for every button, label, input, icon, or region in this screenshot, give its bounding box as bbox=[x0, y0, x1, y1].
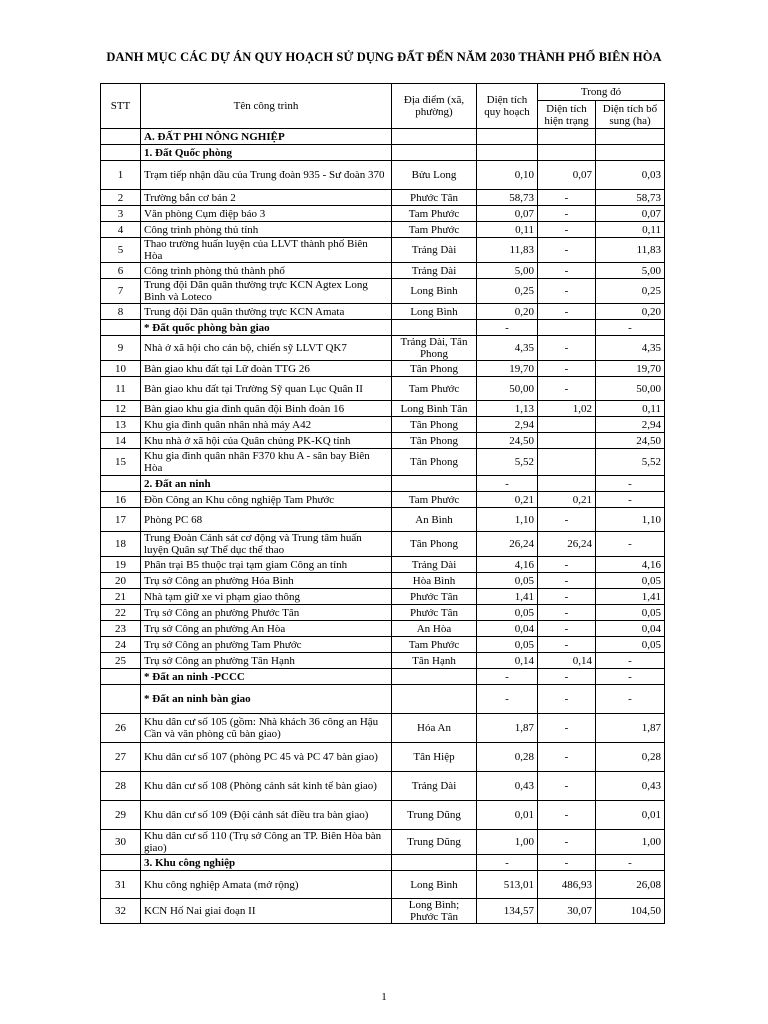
row-name: * Đất quốc phòng bàn giao bbox=[141, 320, 392, 336]
row-planned-area: 0,07 bbox=[477, 206, 538, 222]
row-location bbox=[392, 129, 477, 145]
row-additional-area: - bbox=[596, 669, 665, 685]
row-stt: 27 bbox=[101, 743, 141, 772]
row-name: Khu nhà ở xã hội của Quân chủng PK-KQ tỉnh bbox=[141, 433, 392, 449]
table-row bbox=[101, 377, 665, 401]
row-current-area bbox=[538, 320, 596, 336]
row-current-area: - bbox=[538, 557, 596, 573]
section-row bbox=[101, 129, 665, 145]
row-location bbox=[392, 476, 477, 492]
row-stt: 32 bbox=[101, 899, 141, 924]
row-stt: 24 bbox=[101, 637, 141, 653]
row-location: Tân Phong bbox=[392, 417, 477, 433]
row-location: An Bình bbox=[392, 508, 477, 532]
row-additional-area: 1,00 bbox=[596, 830, 665, 855]
row-location bbox=[392, 320, 477, 336]
row-additional-area: 0,07 bbox=[596, 206, 665, 222]
row-location: Phước Tân bbox=[392, 190, 477, 206]
row-location: Tam Phước bbox=[392, 206, 477, 222]
row-location: An Hòa bbox=[392, 621, 477, 637]
row-planned-area: 26,24 bbox=[477, 532, 538, 557]
row-location: Tân Phong bbox=[392, 433, 477, 449]
table-row bbox=[101, 772, 665, 801]
row-stt: 15 bbox=[101, 449, 141, 476]
row-location: Long Bình bbox=[392, 279, 477, 304]
table-row bbox=[101, 899, 665, 924]
row-location: Tam Phước bbox=[392, 377, 477, 401]
row-current-area: - bbox=[538, 714, 596, 743]
header-location: Địa điểm (xã, phường) bbox=[392, 84, 477, 129]
table-row bbox=[101, 401, 665, 417]
row-additional-area: 0,01 bbox=[596, 801, 665, 830]
row-planned-area: 0,10 bbox=[477, 161, 538, 190]
row-stt: 29 bbox=[101, 801, 141, 830]
row-planned-area: - bbox=[477, 320, 538, 336]
section-row bbox=[101, 320, 665, 336]
row-additional-area: 4,16 bbox=[596, 557, 665, 573]
row-name: 1. Đất Quốc phòng bbox=[141, 145, 392, 161]
row-location: Tam Phước bbox=[392, 492, 477, 508]
row-current-area: - bbox=[538, 830, 596, 855]
row-current-area: - bbox=[538, 855, 596, 871]
row-additional-area: 0,05 bbox=[596, 605, 665, 621]
row-planned-area: 1,10 bbox=[477, 508, 538, 532]
row-current-area: - bbox=[538, 361, 596, 377]
row-stt bbox=[101, 855, 141, 871]
row-name: Khu công nghiệp Amata (mở rộng) bbox=[141, 871, 392, 899]
row-name: Thao trường huấn luyện của LLVT thành phố Biên Hòa bbox=[141, 238, 392, 263]
row-name: Bàn giao khu đất tại Lữ đoàn TTG 26 bbox=[141, 361, 392, 377]
row-location: Trảng Dài bbox=[392, 772, 477, 801]
row-planned-area: 50,00 bbox=[477, 377, 538, 401]
row-current-area: 0,21 bbox=[538, 492, 596, 508]
row-location: Long Bình Tân bbox=[392, 401, 477, 417]
row-current-area: - bbox=[538, 637, 596, 653]
row-name: Trạm tiếp nhận dầu của Trung đoàn 935 - Sư đoàn 370 bbox=[141, 161, 392, 190]
row-additional-area bbox=[596, 129, 665, 145]
row-additional-area: 5,00 bbox=[596, 263, 665, 279]
row-additional-area: 11,83 bbox=[596, 238, 665, 263]
row-additional-area: 0,05 bbox=[596, 573, 665, 589]
row-stt: 17 bbox=[101, 508, 141, 532]
row-stt bbox=[101, 320, 141, 336]
table-row bbox=[101, 573, 665, 589]
table-row bbox=[101, 714, 665, 743]
row-additional-area: 0,11 bbox=[596, 222, 665, 238]
row-current-area: 0,14 bbox=[538, 653, 596, 669]
row-stt: 6 bbox=[101, 263, 141, 279]
section-row bbox=[101, 476, 665, 492]
table-row bbox=[101, 492, 665, 508]
row-stt: 2 bbox=[101, 190, 141, 206]
row-stt: 14 bbox=[101, 433, 141, 449]
table-row bbox=[101, 361, 665, 377]
table-row bbox=[101, 532, 665, 557]
row-current-area bbox=[538, 433, 596, 449]
row-stt: 5 bbox=[101, 238, 141, 263]
row-stt bbox=[101, 129, 141, 145]
row-planned-area: 1,13 bbox=[477, 401, 538, 417]
row-stt: 31 bbox=[101, 871, 141, 899]
row-name: Trụ sở Công an phường Tam Phước bbox=[141, 637, 392, 653]
row-name: Khu dân cư số 110 (Trụ sở Công an TP. Biên Hòa bàn giao) bbox=[141, 830, 392, 855]
row-planned-area: 134,57 bbox=[477, 899, 538, 924]
table-row bbox=[101, 871, 665, 899]
row-additional-area: 0,05 bbox=[596, 637, 665, 653]
row-location: Phước Tân bbox=[392, 589, 477, 605]
row-stt: 8 bbox=[101, 304, 141, 320]
row-location: Trảng Dài bbox=[392, 238, 477, 263]
row-stt: 26 bbox=[101, 714, 141, 743]
row-name: KCN Hố Nai giai đoạn II bbox=[141, 899, 392, 924]
section-row bbox=[101, 145, 665, 161]
row-current-area: - bbox=[538, 772, 596, 801]
row-location: Hóa An bbox=[392, 714, 477, 743]
row-location: Tân Hạnh bbox=[392, 653, 477, 669]
row-additional-area: 0,03 bbox=[596, 161, 665, 190]
row-current-area: - bbox=[538, 801, 596, 830]
row-planned-area: 19,70 bbox=[477, 361, 538, 377]
row-stt: 20 bbox=[101, 573, 141, 589]
row-current-area: - bbox=[538, 669, 596, 685]
row-current-area: - bbox=[538, 685, 596, 714]
header-stt: STT bbox=[101, 84, 141, 129]
row-location: Trung Dũng bbox=[392, 830, 477, 855]
row-additional-area: 1,87 bbox=[596, 714, 665, 743]
row-location: Long Bình; Phước Tân bbox=[392, 899, 477, 924]
row-stt: 12 bbox=[101, 401, 141, 417]
row-planned-area bbox=[477, 145, 538, 161]
row-additional-area: 26,08 bbox=[596, 871, 665, 899]
row-additional-area: - bbox=[596, 685, 665, 714]
table-row bbox=[101, 279, 665, 304]
header-current-area: Diện tích hiện trạng bbox=[538, 101, 596, 129]
row-name: Nhà ở xã hội cho cán bộ, chiến sỹ LLVT QK7 bbox=[141, 336, 392, 361]
row-additional-area: 24,50 bbox=[596, 433, 665, 449]
table-row bbox=[101, 263, 665, 279]
row-additional-area: 0,28 bbox=[596, 743, 665, 772]
row-additional-area: - bbox=[596, 320, 665, 336]
row-additional-area: - bbox=[596, 492, 665, 508]
row-stt: 4 bbox=[101, 222, 141, 238]
section-row bbox=[101, 685, 665, 714]
header-of-which: Trong đó bbox=[538, 84, 665, 101]
table-row bbox=[101, 589, 665, 605]
row-current-area: - bbox=[538, 279, 596, 304]
row-name: Đồn Công an Khu công nghiệp Tam Phước bbox=[141, 492, 392, 508]
row-name: Trung đội Dân quân thường trực KCN Amata bbox=[141, 304, 392, 320]
row-current-area bbox=[538, 129, 596, 145]
row-planned-area: 5,52 bbox=[477, 449, 538, 476]
table-row bbox=[101, 508, 665, 532]
table-row bbox=[101, 222, 665, 238]
row-location: Long Bình bbox=[392, 871, 477, 899]
row-location: Hòa Bình bbox=[392, 573, 477, 589]
table-row bbox=[101, 801, 665, 830]
row-name: * Đất an ninh -PCCC bbox=[141, 669, 392, 685]
row-planned-area: 11,83 bbox=[477, 238, 538, 263]
row-current-area bbox=[538, 449, 596, 476]
row-name: Trụ sở Công an phường Hóa Bình bbox=[141, 573, 392, 589]
row-additional-area: 0,43 bbox=[596, 772, 665, 801]
row-planned-area: 0,05 bbox=[477, 605, 538, 621]
row-name: 3. Khu công nghiệp bbox=[141, 855, 392, 871]
table-row bbox=[101, 743, 665, 772]
row-stt bbox=[101, 476, 141, 492]
row-name: Trường bắn cơ bản 2 bbox=[141, 190, 392, 206]
row-location: Trảng Dài, Tân Phong bbox=[392, 336, 477, 361]
row-planned-area: 5,00 bbox=[477, 263, 538, 279]
row-stt: 18 bbox=[101, 532, 141, 557]
row-planned-area: 0,21 bbox=[477, 492, 538, 508]
row-additional-area: 50,00 bbox=[596, 377, 665, 401]
row-stt: 21 bbox=[101, 589, 141, 605]
row-additional-area: 5,52 bbox=[596, 449, 665, 476]
table-row bbox=[101, 304, 665, 320]
row-name: Trụ sở Công an phường Phước Tân bbox=[141, 605, 392, 621]
header-planned-area: Diện tích quy hoạch bbox=[477, 84, 538, 129]
row-current-area: - bbox=[538, 377, 596, 401]
row-location bbox=[392, 685, 477, 714]
row-location: Tân Phong bbox=[392, 361, 477, 377]
row-location: Trung Dũng bbox=[392, 801, 477, 830]
land-use-projects-table bbox=[100, 83, 665, 924]
row-planned-area: - bbox=[477, 685, 538, 714]
row-current-area: - bbox=[538, 743, 596, 772]
row-current-area: - bbox=[538, 222, 596, 238]
row-stt: 11 bbox=[101, 377, 141, 401]
row-current-area: - bbox=[538, 621, 596, 637]
row-stt: 10 bbox=[101, 361, 141, 377]
row-planned-area: 1,87 bbox=[477, 714, 538, 743]
row-current-area: - bbox=[538, 304, 596, 320]
row-location: Long Bình bbox=[392, 304, 477, 320]
row-current-area: - bbox=[538, 336, 596, 361]
row-stt: 25 bbox=[101, 653, 141, 669]
row-stt bbox=[101, 145, 141, 161]
row-name: A. ĐẤT PHI NÔNG NGHIỆP bbox=[141, 129, 392, 145]
table-row bbox=[101, 557, 665, 573]
row-planned-area: 1,41 bbox=[477, 589, 538, 605]
row-additional-area: - bbox=[596, 855, 665, 871]
row-additional-area: 2,94 bbox=[596, 417, 665, 433]
table-row bbox=[101, 433, 665, 449]
row-planned-area: 0,20 bbox=[477, 304, 538, 320]
row-name: Khu dân cư số 105 (gồm: Nhà khách 36 công an Hậu Cần và văn phòng cũ bàn giao) bbox=[141, 714, 392, 743]
row-current-area bbox=[538, 417, 596, 433]
row-current-area: - bbox=[538, 238, 596, 263]
row-planned-area: 0,05 bbox=[477, 573, 538, 589]
row-additional-area: 104,50 bbox=[596, 899, 665, 924]
row-additional-area: 0,04 bbox=[596, 621, 665, 637]
row-name: Khu dân cư số 109 (Đội cảnh sát điều tra bàn giao) bbox=[141, 801, 392, 830]
row-planned-area: 0,05 bbox=[477, 637, 538, 653]
row-current-area: 30,07 bbox=[538, 899, 596, 924]
row-name: Trung đội Dân quân thường trực KCN Agtex Long Bình và Loteco bbox=[141, 279, 392, 304]
row-name: Phân trại B5 thuộc trại tạm giam Công an tỉnh bbox=[141, 557, 392, 573]
row-planned-area: 1,00 bbox=[477, 830, 538, 855]
row-location: Tân Phong bbox=[392, 449, 477, 476]
row-current-area: - bbox=[538, 190, 596, 206]
row-stt: 28 bbox=[101, 772, 141, 801]
row-name: Bàn giao khu gia đình quân đội Binh đoàn 16 bbox=[141, 401, 392, 417]
row-location: Tân Phong bbox=[392, 532, 477, 557]
row-planned-area: 0,01 bbox=[477, 801, 538, 830]
row-planned-area: 0,28 bbox=[477, 743, 538, 772]
header-name: Tên công trình bbox=[141, 84, 392, 129]
row-additional-area: 1,41 bbox=[596, 589, 665, 605]
row-stt: 7 bbox=[101, 279, 141, 304]
row-name: Phòng PC 68 bbox=[141, 508, 392, 532]
row-additional-area bbox=[596, 145, 665, 161]
row-current-area: - bbox=[538, 605, 596, 621]
row-location: Phước Tân bbox=[392, 605, 477, 621]
row-planned-area: 0,43 bbox=[477, 772, 538, 801]
row-planned-area: 0,04 bbox=[477, 621, 538, 637]
row-planned-area: 4,35 bbox=[477, 336, 538, 361]
row-current-area bbox=[538, 476, 596, 492]
row-additional-area: 19,70 bbox=[596, 361, 665, 377]
row-additional-area: 0,11 bbox=[596, 401, 665, 417]
row-additional-area: - bbox=[596, 532, 665, 557]
row-additional-area: - bbox=[596, 653, 665, 669]
table-row bbox=[101, 190, 665, 206]
row-stt: 23 bbox=[101, 621, 141, 637]
row-name: Công trình phòng thủ tỉnh bbox=[141, 222, 392, 238]
table-row bbox=[101, 417, 665, 433]
row-location: Tam Phước bbox=[392, 637, 477, 653]
row-current-area: 1,02 bbox=[538, 401, 596, 417]
row-name: Khu dân cư số 107 (phòng PC 45 và PC 47 bàn giao) bbox=[141, 743, 392, 772]
row-name: Khu dân cư số 108 (Phòng cảnh sát kinh tế bàn giao) bbox=[141, 772, 392, 801]
row-location bbox=[392, 669, 477, 685]
row-additional-area: 0,25 bbox=[596, 279, 665, 304]
row-planned-area: 2,94 bbox=[477, 417, 538, 433]
row-stt: 22 bbox=[101, 605, 141, 621]
row-name: Khu gia đình quân nhân F370 khu A - sân bay Biên Hòa bbox=[141, 449, 392, 476]
row-additional-area: - bbox=[596, 476, 665, 492]
row-planned-area: 0,14 bbox=[477, 653, 538, 669]
row-name: Trụ sở Công an phường An Hòa bbox=[141, 621, 392, 637]
row-planned-area: - bbox=[477, 669, 538, 685]
table-row bbox=[101, 637, 665, 653]
table-row bbox=[101, 161, 665, 190]
row-current-area: 0,07 bbox=[538, 161, 596, 190]
row-location bbox=[392, 145, 477, 161]
row-location: Tam Phước bbox=[392, 222, 477, 238]
row-current-area: - bbox=[538, 508, 596, 532]
row-name: * Đất an ninh bàn giao bbox=[141, 685, 392, 714]
row-current-area: - bbox=[538, 263, 596, 279]
row-current-area: 26,24 bbox=[538, 532, 596, 557]
table-row bbox=[101, 206, 665, 222]
table-row bbox=[101, 336, 665, 361]
table-row bbox=[101, 449, 665, 476]
row-stt: 9 bbox=[101, 336, 141, 361]
row-planned-area: 513,01 bbox=[477, 871, 538, 899]
table-row bbox=[101, 653, 665, 669]
page-number: 1 bbox=[381, 991, 387, 1003]
row-current-area: - bbox=[538, 573, 596, 589]
row-stt bbox=[101, 685, 141, 714]
row-additional-area: 58,73 bbox=[596, 190, 665, 206]
row-stt: 13 bbox=[101, 417, 141, 433]
header-additional-area: Diện tích bổ sung (ha) bbox=[596, 101, 665, 129]
row-name: Khu gia đình quân nhân nhà máy A42 bbox=[141, 417, 392, 433]
row-location: Tân Hiệp bbox=[392, 743, 477, 772]
row-name: Trung Đoàn Cảnh sát cơ động và Trung tâm huấn luyện Quân sự Thể dục thể thao bbox=[141, 532, 392, 557]
section-row bbox=[101, 669, 665, 685]
row-name: Trụ sở Công an phường Tân Hạnh bbox=[141, 653, 392, 669]
row-stt: 19 bbox=[101, 557, 141, 573]
row-location: Bửu Long bbox=[392, 161, 477, 190]
row-name: Nhà tạm giữ xe vi phạm giao thông bbox=[141, 589, 392, 605]
row-stt bbox=[101, 669, 141, 685]
row-stt: 16 bbox=[101, 492, 141, 508]
row-name: 2. Đất an ninh bbox=[141, 476, 392, 492]
row-current-area: 486,93 bbox=[538, 871, 596, 899]
row-planned-area bbox=[477, 129, 538, 145]
row-additional-area: 1,10 bbox=[596, 508, 665, 532]
row-current-area: - bbox=[538, 206, 596, 222]
row-name: Bàn giao khu đất tại Trường Sỹ quan Lục Quân II bbox=[141, 377, 392, 401]
table-row bbox=[101, 238, 665, 263]
row-additional-area: 4,35 bbox=[596, 336, 665, 361]
table-row bbox=[101, 621, 665, 637]
row-stt: 30 bbox=[101, 830, 141, 855]
row-name: Công trình phòng thủ thành phố bbox=[141, 263, 392, 279]
row-current-area: - bbox=[538, 589, 596, 605]
row-planned-area: 0,25 bbox=[477, 279, 538, 304]
document-title: DANH MỤC CÁC DỰ ÁN QUY HOẠCH SỬ DỤNG ĐẤT ĐẾN NĂM 2030 THÀNH PHỐ BIÊN HÒA bbox=[106, 50, 662, 64]
row-planned-area: - bbox=[477, 476, 538, 492]
row-location: Trảng Dài bbox=[392, 557, 477, 573]
row-stt: 1 bbox=[101, 161, 141, 190]
row-planned-area: 24,50 bbox=[477, 433, 538, 449]
row-planned-area: 58,73 bbox=[477, 190, 538, 206]
row-planned-area: 0,11 bbox=[477, 222, 538, 238]
table-row bbox=[101, 830, 665, 855]
row-additional-area: 0,20 bbox=[596, 304, 665, 320]
row-current-area bbox=[538, 145, 596, 161]
section-row bbox=[101, 855, 665, 871]
row-location: Trảng Dài bbox=[392, 263, 477, 279]
row-planned-area: 4,16 bbox=[477, 557, 538, 573]
table-row bbox=[101, 605, 665, 621]
row-planned-area: - bbox=[477, 855, 538, 871]
row-location bbox=[392, 855, 477, 871]
row-name: Văn phòng Cụm điệp báo 3 bbox=[141, 206, 392, 222]
row-stt: 3 bbox=[101, 206, 141, 222]
